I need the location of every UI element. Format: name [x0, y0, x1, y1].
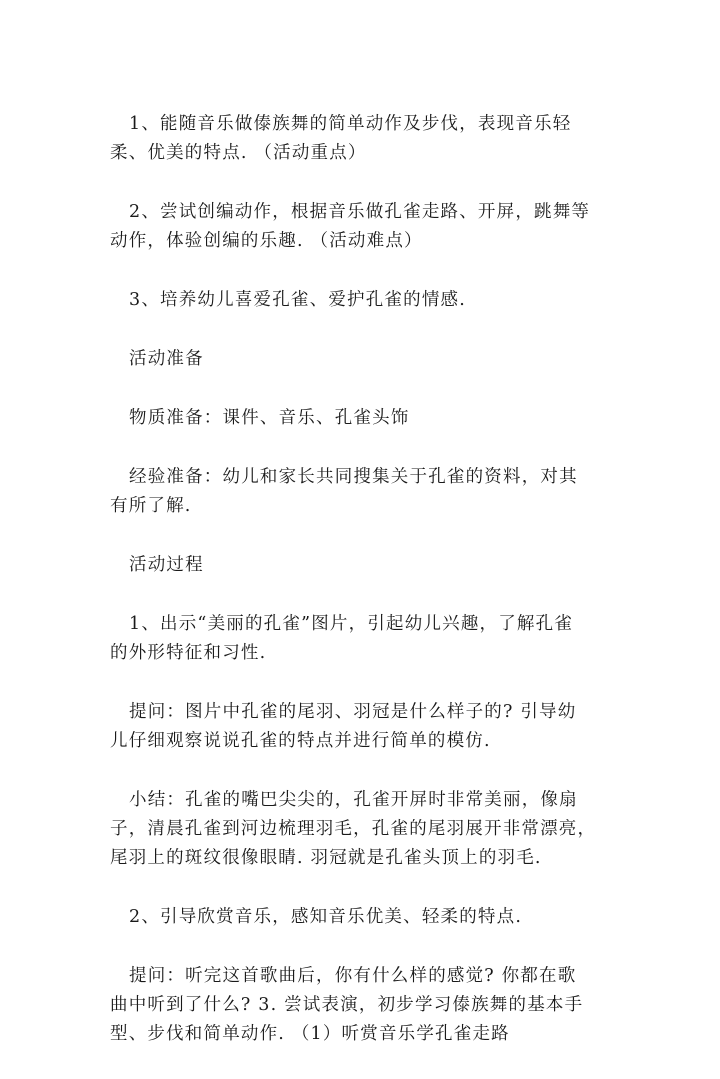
- text-line: 儿仔细观察说说孔雀的特点并进行简单的模仿.: [110, 731, 491, 751]
- text-line: 尾羽上的斑纹很像眼睛. 羽冠就是孔雀头顶上的羽毛.: [110, 848, 542, 868]
- text-line: 1、出示“美丽的孔雀”图片，引起幼儿兴趣，了解孔雀: [129, 614, 574, 634]
- experience-preparation-paragraph: [110, 463, 606, 521]
- text-line: 2、引导欣赏音乐，感知音乐优美、轻柔的特点.: [129, 907, 523, 927]
- process-step-1-paragraph: [110, 610, 606, 668]
- question-paragraph-2: [110, 962, 606, 1049]
- document-body: [110, 110, 606, 1079]
- objective-1-paragraph: [110, 110, 606, 168]
- objective-3-paragraph: [110, 286, 606, 315]
- text-line: 动作，体验创编的乐趣. （活动难点）: [110, 231, 423, 251]
- text-line: 有所了解.: [110, 496, 192, 516]
- text-line: 活动过程: [129, 555, 204, 575]
- text-line: 子，清晨孔雀到河边梳理羽毛，孔雀的尾羽展开非常漂亮，: [110, 819, 597, 839]
- text-line: 型、步伐和简单动作. （1）听赏音乐学孔雀走路: [110, 1024, 510, 1044]
- text-line: 2、尝试创编动作，根据音乐做孔雀走路、开屏，跳舞等: [129, 202, 591, 222]
- question-paragraph-1: [110, 698, 606, 756]
- text-line: 活动准备: [129, 349, 204, 369]
- text-line: 3、培养幼儿喜爱孔雀、爱护孔雀的情感.: [129, 290, 466, 310]
- material-preparation-paragraph: [110, 404, 606, 433]
- process-step-2-paragraph: [110, 903, 606, 932]
- text-line: 的外形特征和习性.: [110, 643, 267, 663]
- objective-2-paragraph: [110, 198, 606, 256]
- text-line: 柔、优美的特点. （活动重点）: [110, 143, 367, 163]
- text-line: 曲中听到了什么? 3. 尝试表演，初步学习傣族舞的基本手: [110, 995, 584, 1015]
- text-line: 1、能随音乐做傣族舞的简单动作及步伐，表现音乐轻: [129, 114, 572, 134]
- text-line: 经验准备：幼儿和家长共同搜集关于孔雀的资料，对其: [129, 467, 578, 487]
- text-line: 小结：孔雀的嘴巴尖尖的，孔雀开屏时非常美丽，像扇: [129, 790, 578, 810]
- text-line: 提问：图片中孔雀的尾羽、羽冠是什么样子的? 引导幼: [129, 702, 577, 722]
- section-heading-preparation: [110, 345, 606, 374]
- text-line: 提问：听完这首歌曲后，你有什么样的感觉? 你都在歌: [129, 966, 577, 986]
- section-heading-process: [110, 551, 606, 580]
- summary-paragraph: [110, 786, 606, 873]
- text-line: 物质准备：课件、音乐、孔雀头饰: [129, 408, 410, 428]
